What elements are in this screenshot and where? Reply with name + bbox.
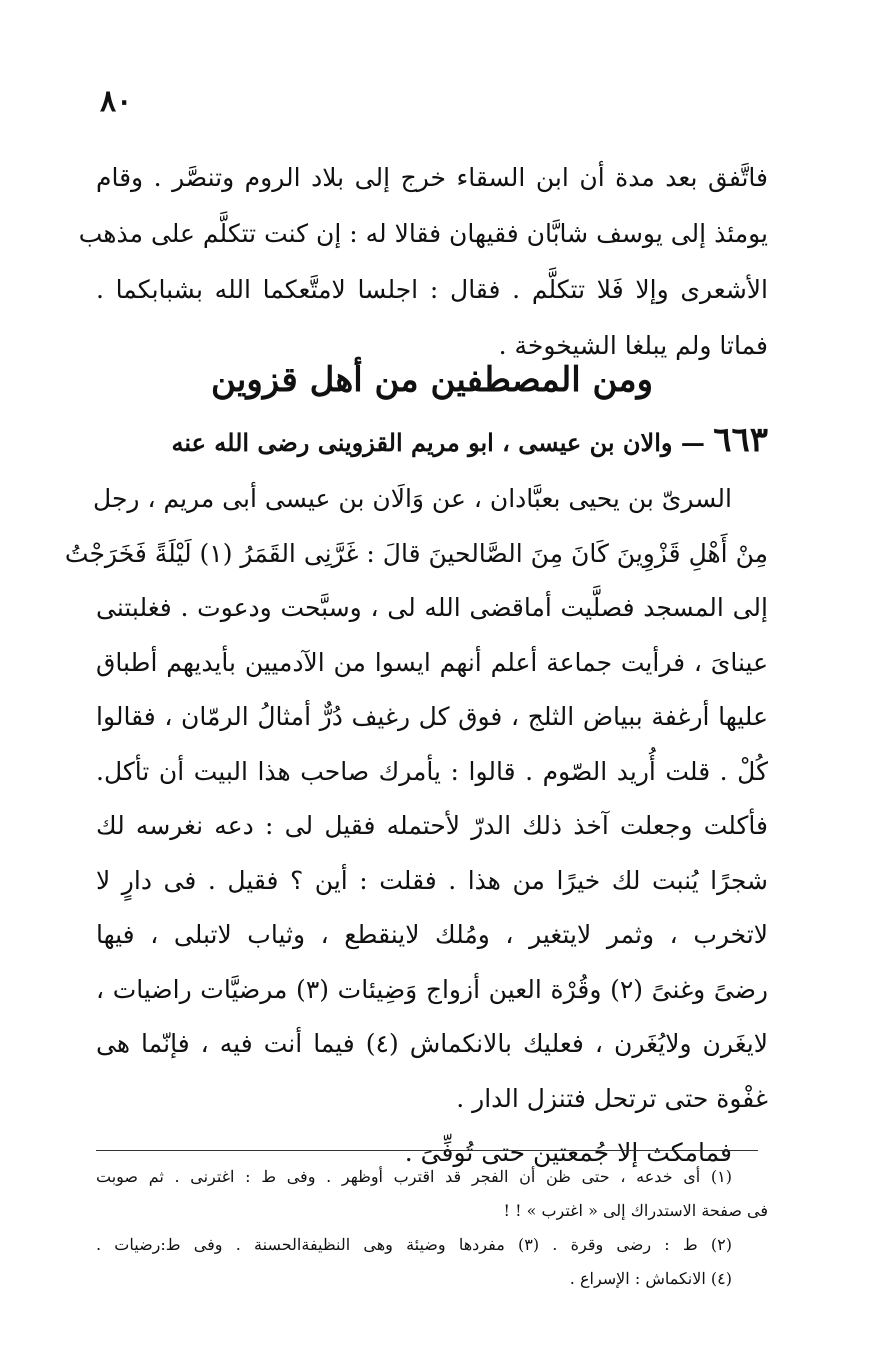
page-number: ٨٠ [100, 84, 133, 119]
entry-body [64, 472, 768, 1181]
text-line: لايغَرن ولايُغَرن ، فعليك بالانكماش (٤) فيما أنت فيه ، فإنّما هى [96, 1029, 768, 1058]
text-line: إلى المسجد فصلَّيت أماقضى الله لى ، وسبَّحت ودعوت . فغلبتنى [96, 593, 768, 622]
footnote-divider [96, 1150, 758, 1151]
text-line: فاتَّفق بعد مدة أن ابن السقاء خرج إلى بلاد الروم وتنصَّر . وقام [96, 163, 768, 192]
entry-heading [150, 420, 768, 463]
footnote-line: (٢) ط : رضى وقرة . (٣) مفردها وضيئة وهى النظيفةالحسنة . وفى ط:رضيات . [96, 1235, 733, 1254]
section-heading: ومن المصطفين من أهل قزوين [210, 360, 654, 400]
footnote-line: فى صفحة الاستدراك إلى « اغترب » ! ! [503, 1201, 768, 1220]
text-line: شجرًا يُنبت لك خيرًا من هذا . فقلت : أين ؟ فقيل . فى دارٍ لا [96, 865, 768, 895]
text-line: فأكلت وجعلت آخذ ذلك الدرّ لأحتمله فقيل لى : دعه نغرسه لك [96, 811, 768, 840]
text-line: السرىّ بن يحيى بعبَّادان ، عن وَالَان بن عيسى أبى مريم ، رجل [93, 484, 732, 513]
text-line: الأشعرى وإلا فَلا تتكلَّم . فقال : اجلسا لامتَّعكما الله بشبابكما . [96, 275, 768, 304]
text-line: مِنْ أَهْلِ قَزْوِينَ كَانَ مِنَ الصَّالحينَ قالَ : غَرَّنِى القَمَرُ (١) لَيْلَةً فَخَرَجْتُ [64, 538, 768, 568]
text-line: عيناىَ ، فرأيت جماعة أعلم أنهم ايسوا من الآدميين بأيديهم أطباق [96, 647, 768, 677]
footnote-line: (٤) الانكماش : الإسراع . [569, 1269, 732, 1288]
entry-title: — والان بن عيسى ، ابو مريم القزوينى رضى الله عنه [171, 428, 705, 457]
text-line: يومئذ إلى يوسف شابَّان فقيهان فقالا له : إن كنت تتكلَّم على مذهب [78, 219, 768, 248]
footnote-line: (١) أى خدعه ، حتى ظن أن الفجر قد اقترب أوظهر . وفى ط : اغترنى . ثم صوبت [96, 1167, 733, 1186]
footnotes [96, 1160, 768, 1296]
intro-paragraph [78, 150, 768, 374]
text-line: فماتا ولم يبلغا الشيخوخة . [498, 331, 768, 360]
text-line: عليها أرغفة ببياض الثلج ، فوق كل رغيف دُرٌّ أمثالُ الرمّان ، فقالوا [96, 702, 768, 731]
text-line: كُلْ . قلت أُريد الصّوم . قالوا : يأمرك صاحب هذا البيت أن تأكل. [96, 756, 768, 786]
text-line: رضىً وغنىً (٢) وقُرْة العين أزواج وَضِيئات (٣) مرضيَّات راضيات ، [96, 974, 768, 1004]
entry-number: ٦٦٣ [713, 420, 768, 460]
text-line: لاتخرب ، وثمر لايتغير ، ومُلك لاينقطع ، وثياب لاتبلى ، فيها [96, 920, 768, 949]
text-line: فمامكث إلا جُمعتين حتى تُوفِّىَ . [404, 1138, 732, 1167]
text-line: غفْوة حتى ترتحل فتنزل الدار . [456, 1083, 768, 1113]
